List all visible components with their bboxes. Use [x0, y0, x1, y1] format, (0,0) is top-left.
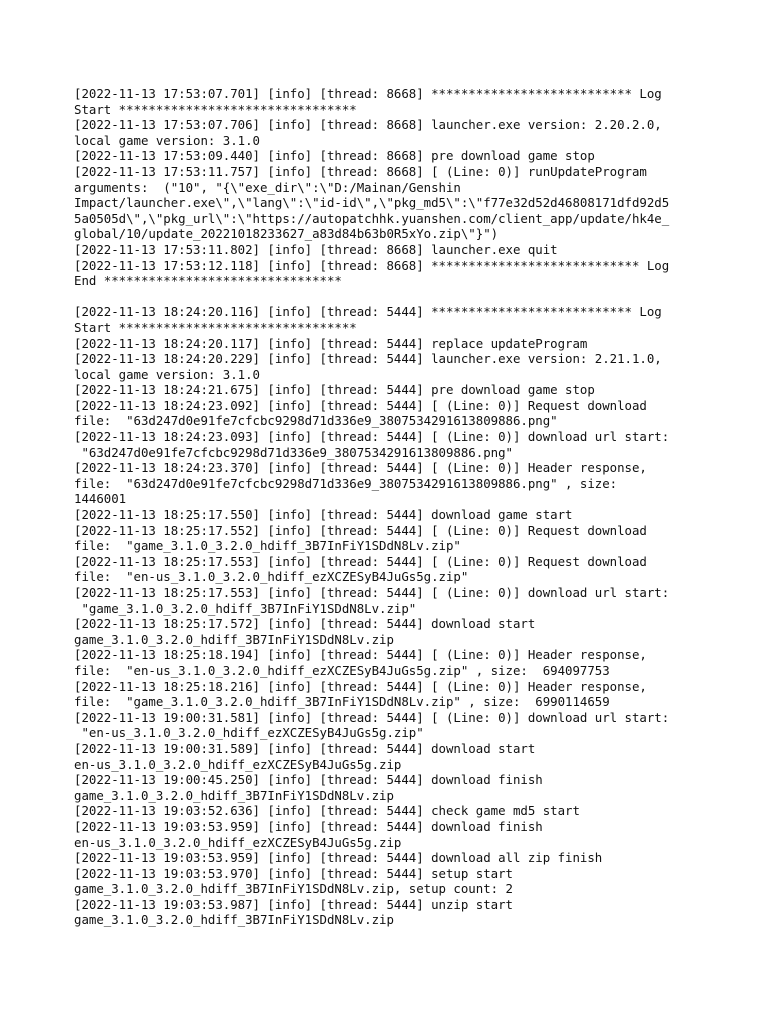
log-line: [2022-11-13 18:24:23.370] [info] [thread: 5444] [ (Line: 0)] Header response, — [74, 460, 647, 476]
log-line: arguments: ("10", "{\"exe_dir\":\"D:/Mainan/Genshin — [74, 179, 461, 195]
log-line: [2022-11-13 18:24:20.229] [info] [thread: 5444] launcher.exe version: 2.21.1.0, — [74, 351, 662, 367]
log-line: [2022-11-13 19:00:31.589] [info] [thread: 5444] download start — [74, 740, 536, 756]
log-line: Impact/launcher.exe\",\"lang\":\"id-id\",\"pkg_md5\":\"f77e32d52d46808171dfd92d5 — [74, 195, 670, 211]
log-line: [2022-11-13 18:25:17.553] [info] [thread: 5444] [ (Line: 0)] Request download — [74, 553, 647, 569]
log-line: [2022-11-13 17:53:12.118] [info] [thread: 8668] **************************** Log — [74, 257, 670, 273]
log-line: global/10/update_20221018233627_a83d84b63b0R5xYo.zip\"}") — [74, 226, 499, 242]
log-line: [2022-11-13 18:24:20.116] [info] [thread: 5444] *************************** Log — [74, 304, 662, 320]
log-line: 1446001 — [74, 491, 127, 507]
log-line: game_3.1.0_3.2.0_hdiff_3B7InFiY1SDdN8Lv.zip — [74, 631, 394, 647]
log-line: [2022-11-13 18:24:20.117] [info] [thread: 5444] replace updateProgram — [74, 335, 588, 351]
log-line: [2022-11-13 18:25:18.216] [info] [thread: 5444] [ (Line: 0)] Header response, — [74, 678, 647, 694]
log-text-body — [74, 86, 734, 928]
log-line: file: "63d247d0e91fe7cfcbc9298d71d336e9_3807534291613809886.png" , size: — [74, 475, 618, 491]
log-line: 5a0505d\",\"pkg_url\":\"https://autopatchhk.yuanshen.com/client_app/update/hk4e_ — [74, 210, 670, 226]
log-line: [2022-11-13 17:53:07.706] [info] [thread: 8668] launcher.exe version: 2.20.2.0, — [74, 117, 662, 133]
log-line: game_3.1.0_3.2.0_hdiff_3B7InFiY1SDdN8Lv.zip, setup count: 2 — [74, 881, 513, 897]
log-line: [2022-11-13 18:24:21.675] [info] [thread: 5444] pre download game stop — [74, 382, 595, 398]
log-line: [2022-11-13 18:25:17.550] [info] [thread: 5444] download game start — [74, 507, 573, 523]
log-line: file: "en-us_3.1.0_3.2.0_hdiff_ezXCZESyB4JuGs5g.zip" , size: 694097753 — [74, 662, 610, 678]
log-line: [2022-11-13 18:24:23.093] [info] [thread: 5444] [ (Line: 0)] download url start: — [74, 429, 670, 445]
log-line: en-us_3.1.0_3.2.0_hdiff_ezXCZESyB4JuGs5g.zip — [74, 834, 402, 850]
log-line: [2022-11-13 18:25:17.572] [info] [thread: 5444] download start — [74, 616, 536, 632]
log-line: [2022-11-13 18:24:23.092] [info] [thread: 5444] [ (Line: 0)] Request download — [74, 397, 647, 413]
log-line: file: "63d247d0e91fe7cfcbc9298d71d336e9_3807534291613809886.png" — [74, 413, 558, 429]
log-session — [74, 86, 734, 289]
log-line: [2022-11-13 17:53:11.757] [info] [thread: 8668] [ (Line: 0)] runUpdateProgram — [74, 163, 647, 179]
log-line: file: "en-us_3.1.0_3.2.0_hdiff_ezXCZESyB4JuGs5g.zip" — [74, 569, 469, 585]
log-line: [2022-11-13 17:53:09.440] [info] [thread: 8668] pre download game stop — [74, 148, 595, 164]
log-line: End ******************************** — [74, 273, 342, 289]
log-line: [2022-11-13 17:53:07.701] [info] [thread: 8668] *************************** Log — [74, 86, 662, 101]
log-line: [2022-11-13 19:00:45.250] [info] [thread: 5444] download finish — [74, 772, 543, 788]
log-line: "en-us_3.1.0_3.2.0_hdiff_ezXCZESyB4JuGs5g.zip" — [74, 725, 424, 741]
log-line: [2022-11-13 17:53:11.802] [info] [thread: 8668] launcher.exe quit — [74, 241, 558, 257]
log-line: file: "game_3.1.0_3.2.0_hdiff_3B7InFiY1SDdN8Lv.zip" , size: 6990114659 — [74, 694, 610, 710]
log-line: [2022-11-13 18:25:17.552] [info] [thread: 5444] [ (Line: 0)] Request download — [74, 522, 647, 538]
log-line: Start ******************************** — [74, 101, 357, 117]
log-line: [2022-11-13 19:03:52.636] [info] [thread: 5444] check game md5 start — [74, 803, 580, 819]
log-line: local game version: 3.1.0 — [74, 132, 260, 148]
log-line: [2022-11-13 19:03:53.970] [info] [thread: 5444] setup start — [74, 865, 513, 881]
log-session — [74, 304, 734, 928]
log-line: game_3.1.0_3.2.0_hdiff_3B7InFiY1SDdN8Lv.zip — [74, 787, 394, 803]
log-line: [2022-11-13 19:03:53.959] [info] [thread: 5444] download finish — [74, 818, 543, 834]
log-line: [2022-11-13 19:03:53.959] [info] [thread: 5444] download all zip finish — [74, 850, 603, 866]
log-line: [2022-11-13 19:03:53.987] [info] [thread: 5444] unzip start — [74, 896, 513, 912]
log-line: [2022-11-13 18:25:17.553] [info] [thread: 5444] [ (Line: 0)] download url start: — [74, 585, 670, 600]
log-line: game_3.1.0_3.2.0_hdiff_3B7InFiY1SDdN8Lv.zip — [74, 912, 394, 928]
session-separator — [74, 289, 734, 305]
log-line: en-us_3.1.0_3.2.0_hdiff_ezXCZESyB4JuGs5g.zip — [74, 756, 402, 772]
log-line: "63d247d0e91fe7cfcbc9298d71d336e9_3807534291613809886.png" — [74, 444, 513, 460]
log-line: local game version: 3.1.0 — [74, 366, 260, 382]
log-line: file: "game_3.1.0_3.2.0_hdiff_3B7InFiY1SDdN8Lv.zip" — [74, 538, 461, 554]
log-line: "game_3.1.0_3.2.0_hdiff_3B7InFiY1SDdN8Lv.zip" — [74, 600, 417, 616]
log-line: [2022-11-13 19:00:31.581] [info] [thread: 5444] [ (Line: 0)] download url start: — [74, 709, 670, 725]
log-line: [2022-11-13 18:25:18.194] [info] [thread: 5444] [ (Line: 0)] Header response, — [74, 647, 647, 663]
log-line: Start ******************************** — [74, 319, 357, 335]
